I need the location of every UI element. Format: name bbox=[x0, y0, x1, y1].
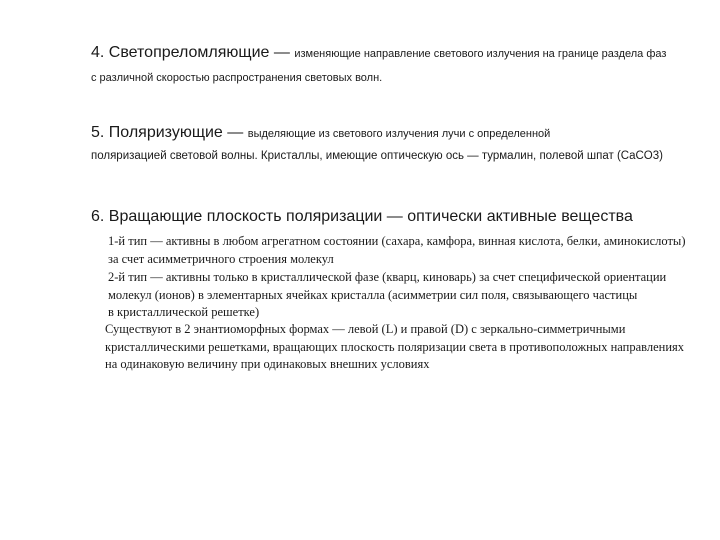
item6-line-3: 2-й тип — активны только в кристаллической фазе (кварц, киноварь) за счет специфической ориентации bbox=[108, 270, 667, 284]
item6-line-7: кристаллическими решетками, вращающих плоскость поляризации света в противоположных направлениях bbox=[105, 340, 685, 354]
item5-title-line bbox=[91, 124, 550, 142]
item4-description: изменяющие направление светового излучения на границе раздела фаз bbox=[294, 48, 667, 60]
item6-line-1: 1-й тип — активны в любом агрегатном состоянии (сахара, камфора, винная кислота, белки, аминокислоты) bbox=[108, 234, 686, 248]
item6-line-2: за счет асимметричного строения молекул bbox=[108, 252, 334, 266]
item4-line2: с различной скоростью распространения световых волн. bbox=[91, 72, 383, 84]
item5-description: выделяющие из светового излучения лучи с определенной bbox=[247, 128, 551, 140]
item4-heading: 4. Светопреломляющие — bbox=[91, 44, 295, 61]
item5-heading: 5. Поляризующие — bbox=[91, 124, 248, 141]
item6-heading: 6. Вращающие плоскость поляризации — оптически активные вещества bbox=[91, 208, 633, 225]
item6-line-8: на одинаковую величину при одинаковых внешних условиях bbox=[105, 357, 430, 371]
item4-title-line bbox=[91, 44, 666, 62]
item6-line-4: молекул (ионов) в элементарных ячейках кристалла (асимметрии сил поля, связывающего частицы bbox=[108, 288, 638, 302]
item6-line-5: в кристаллической решетке) bbox=[108, 305, 260, 319]
item5-line2: поляризацией световой волны. Кристаллы, имеющие оптическую ось — турмалин, полевой шпат (CaCO3) bbox=[91, 150, 663, 162]
item6-line-6: Существуют в 2 энантиоморфных формах — левой (L) и правой (D) с зеркально-симметричными bbox=[105, 322, 626, 336]
